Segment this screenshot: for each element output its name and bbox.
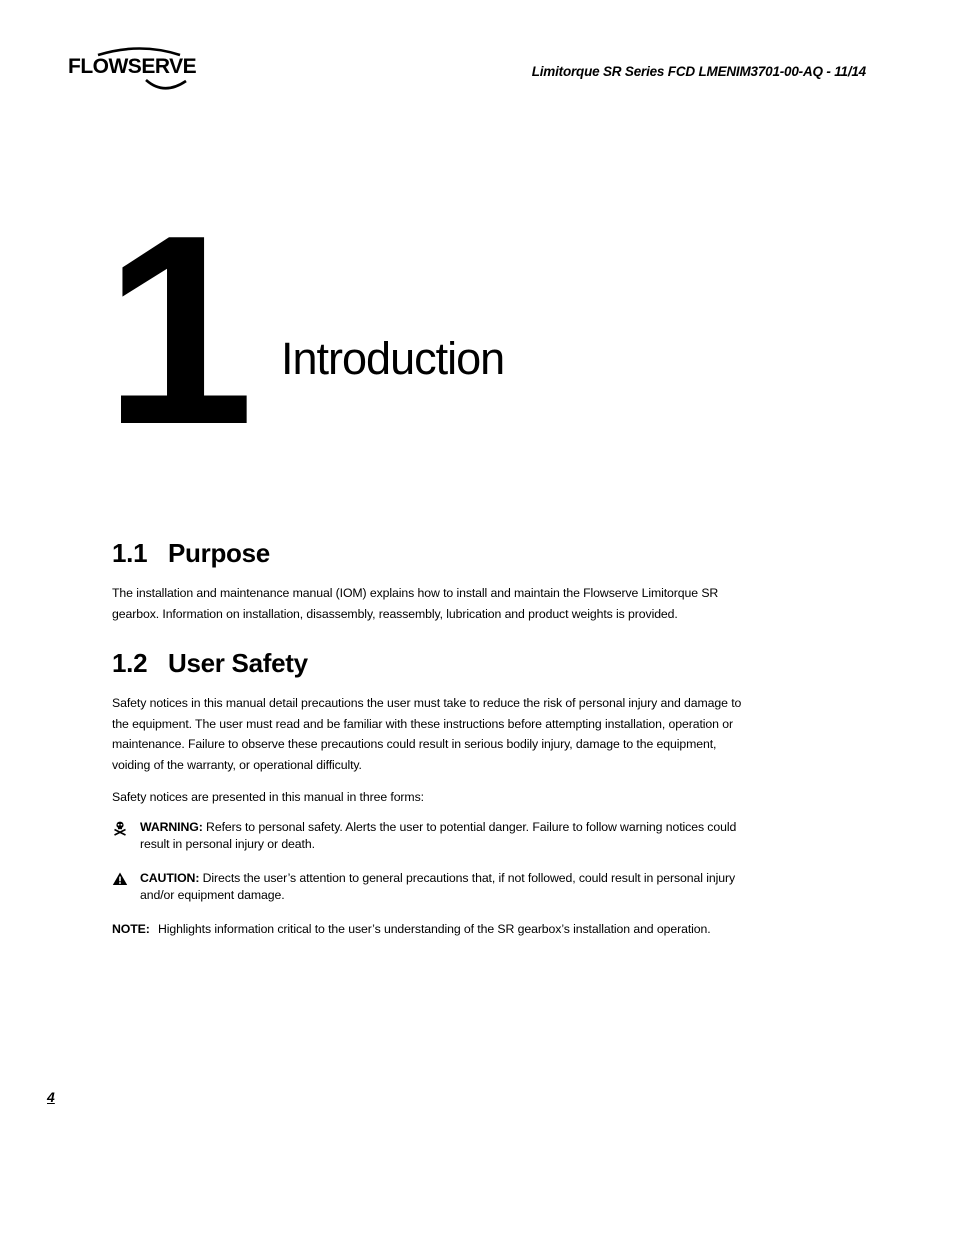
section-purpose bbox=[112, 540, 762, 624]
section-user-safety bbox=[112, 650, 762, 808]
caution-text bbox=[140, 870, 752, 904]
section-heading bbox=[112, 650, 762, 676]
chapter-title: Introduction bbox=[281, 333, 505, 384]
note-description: Highlights information critical to the user’s understanding of the SR gearbox’s installation and operation. bbox=[158, 922, 711, 936]
warning-notice bbox=[112, 819, 752, 853]
warning-triangle-icon bbox=[112, 871, 128, 887]
caution-label: CAUTION: bbox=[140, 871, 200, 885]
note-notice bbox=[112, 921, 772, 938]
section-number: 1.2 bbox=[112, 648, 148, 678]
section-number: 1.1 bbox=[112, 538, 148, 568]
safety-paragraph: Safety notices in this manual detail precautions the user must take to reduce the risk of personal injury and damage to the equipment. The user must read and be familiar with these instructions before attempting installation, operation or maintenance. Failure to observe these precautions could result in serious bodily injury, damage to the equipment, voiding of the warranty, or operational difficulty. bbox=[112, 696, 742, 772]
purpose-paragraph: The installation and maintenance manual (IOM) explains how to install and maintain the Flowserve Limitorque SR gearbox. Information on installation, disassembly, reassembly, lubrication and product weights is provided. bbox=[112, 586, 719, 621]
note-label: NOTE: bbox=[112, 922, 150, 936]
caution-description: Directs the user’s attention to general precautions that, if not followed, could result in personal injury and/or equipment damage. bbox=[140, 871, 735, 902]
warning-label: WARNING: bbox=[140, 820, 203, 834]
document-id: Limitorque SR Series FCD LMENIM3701-00-AQ - 11/14 bbox=[531, 64, 866, 79]
caution-notice bbox=[112, 870, 752, 904]
section-title: Purpose bbox=[168, 538, 270, 568]
flowserve-logo bbox=[68, 44, 208, 96]
page-number: 4 bbox=[47, 1089, 55, 1105]
warning-text bbox=[140, 819, 752, 853]
logo-wordmark: FLOWSERVE bbox=[68, 55, 197, 78]
chapter-number: 1 bbox=[104, 180, 245, 481]
skull-crossbones-icon bbox=[112, 820, 128, 836]
section-title: User Safety bbox=[168, 648, 308, 678]
section-heading bbox=[112, 540, 762, 566]
safety-forms-paragraph: Safety notices are presented in this manual in three forms: bbox=[112, 790, 424, 804]
warning-description: Refers to personal safety. Alerts the user to potential danger. Failure to follow warning notices could result in personal injury or death. bbox=[140, 820, 737, 851]
